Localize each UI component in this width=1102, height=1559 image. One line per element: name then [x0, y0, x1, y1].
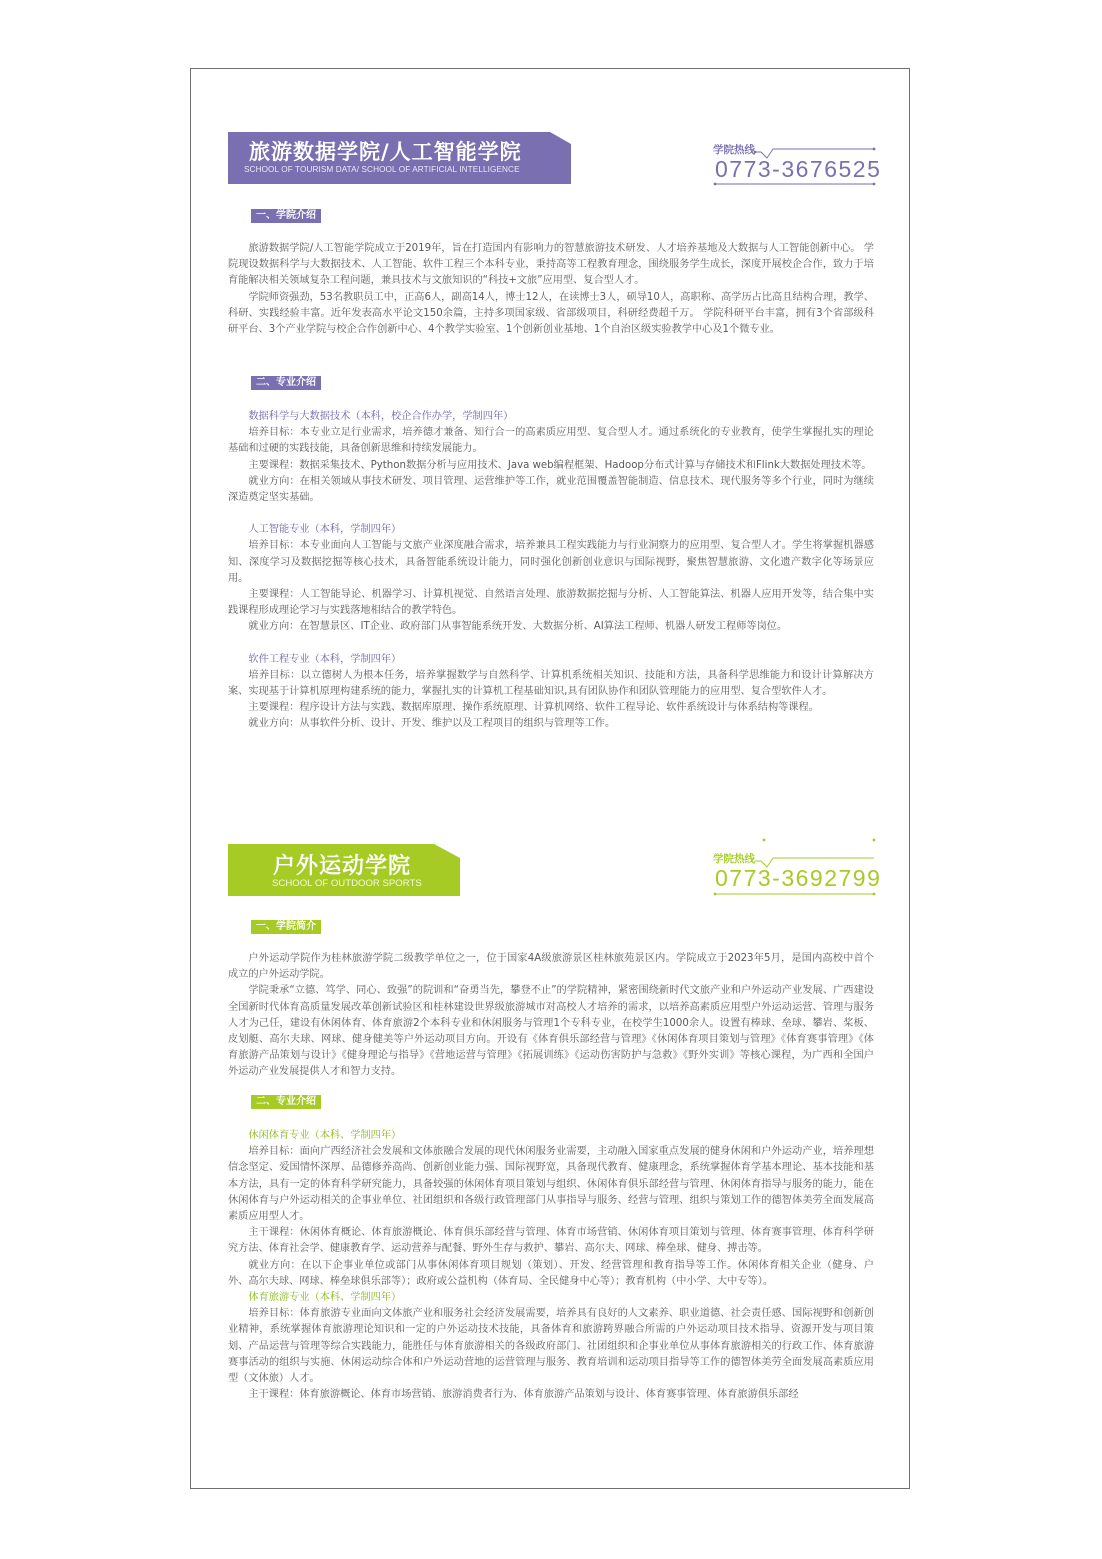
intro-paragraph: 学院秉承“立德、笃学、同心、致强”的院训和“奋勇当先，攀登不止”的学院精神，紧密围绕新时代文旅产业和户外运动产业发展、广西建设全国新时代体育高质量发展改革创新试验区和桂林建设世界级旅游城市对高校人才培养的需求，以培养高素质应用型户外运动运营、管理与服务人才为己任，建设有休闲体育、体育旅游2个本科专业和休闲服务与管理1个专科专业，在校学生1000余人。设置有棒球、垒球、攀岩、桨板、皮划艇、高尔夫球、网球、健身健美等户外运动项目方向。开设有《体育俱乐部经营与管理》《休闲体育项目策划与管理》《体育赛事管理》《体育旅游产品策划与设计》《健身理论与指导》《营地运营与管理》《拓展训练》《运动伤害防护与急救》《野外实训》等核心课程，为广西和全国户外运动产业发展提供人才和智力支持。 [228, 985, 874, 1078]
major-paragraph: 就业方向：在相关领域从事技术研发、项目管理、运营维护等工作，就业范围覆盖智能制造、信息技术、现代服务等多个行业，同时为继续深造奠定坚实基础。 [228, 475, 874, 504]
intro-paragraph: 学院师资强劲，53名教职员工中，正高6人，副高14人，博士12人，在读博士3人，硕导10人，高职称、高学历占比高且结构合理，教学、科研、实践经验丰富。近年发表高水平论文150余篇，主持多项国家级、省部级项目，科研经费超千万。 学院科研平台丰富，拥有3个省部级科研平台、3个产业学院与校企合作创新中心、4个教学实验室、1个创新创业基地、1个自治区级实验教学中心及1个微专业。 [228, 291, 874, 336]
major-title: 数据科学与大数据技术（本科，校企合作办学，学制四年） [248, 411, 514, 422]
major-paragraph: 培养目标：体育旅游专业面向文体旅产业和服务社会经济发展需要，培养具有良好的人文素养、职业道德、社会责任感、国际视野和创新创业精神，系统掌握体育旅游理论知识和一定的户外运动技术技能，具备体育和旅游跨界融合所需的户外运动项目技术指导、资源开发与项目策划、产品运营与管理等综合实践能力，能胜任与体育旅游相关的各级政府部门、社团组织和企事业单位从事体育旅游相关的行政工作、体育旅游赛事活动的组织与实施、休闲运动综合体和户外运动营地的运营管理与服务、教育培训和运动项目指导等工作的德智体美劳全面发展高素质应用型（文体旅）人才。 [228, 1308, 874, 1385]
school2-banner [228, 844, 460, 896]
school1-title: 旅游数据学院/人工智能学院 [249, 140, 522, 164]
major-title: 体育旅游专业（本科、学制四年） [248, 1292, 402, 1304]
school1-hotline-number[interactable]: 0773-3676525 [715, 156, 882, 182]
major-paragraph: 就业方向：从事软件分析、设计、开发、维护以及工程项目的组织与管理等工作。 [248, 718, 616, 730]
school1-intro-badge: 一、学院介绍 [251, 209, 321, 223]
school1-hotline-label: 学院热线 [713, 144, 755, 156]
major-block [228, 1290, 874, 1403]
major-paragraph: 就业方向：在智慧景区、IT企业、政府部门从事智能系统开发、大数据分析、AI算法工程师、机器人研发工程师等岗位。 [248, 621, 788, 633]
school2-intro-badge: 一、学院简介 [251, 920, 321, 934]
school2-majors-badge: 二、专业介绍 [251, 1095, 321, 1109]
intro-paragraph: 户外运动学院作为桂林旅游学院二级教学单位之一，位于国家4A级旅游景区桂林旅苑景区内。学院成立于2023年5月，是国内高校中首个成立的户外运动学院。 [228, 953, 874, 981]
school2-hotline-label: 学院热线 [713, 853, 755, 865]
major-paragraph: 就业方向：在以下企事业单位或部门从事休闲体育项目规划（策划）、开发、经营管理和教育指导等工作。休闲体育相关企业（健身、户外、高尔夫球、网球、棒垒球俱乐部等）；政府或公益机构（体育局、全民健身中心等）；教育机构（中小学、大中专等）。 [228, 1259, 874, 1287]
school2-hotline-number[interactable]: 0773-3692799 [715, 865, 882, 891]
major-paragraph: 培养目标：本专业面向人工智能与文旅产业深度融合需求，培养兼具工程实践能力与行业洞察力的应用型、复合型人才。学生将掌握机器感知、深度学习及数据挖掘等核心技术，具备智能系统设计能力，同时强化创新创业意识与国际视野，聚焦智慧旅游、文化遗产数字化等场景应用。 [228, 540, 874, 584]
school1-majors-text [228, 409, 874, 733]
major-paragraph: 培养目标：以立德树人为根本任务，培养掌握数学与自然科学、计算机系统相关知识、技能和方法，具备科学思维能力和设计计算解决方案、实现基于计算机原理构建系统的能力，掌握扎实的计算机工程基础知识,具有团队协作和团队管理能力的应用型、复合型软件人才。 [228, 669, 874, 698]
school1-banner [228, 132, 571, 184]
major-block [228, 409, 874, 506]
school2-subtitle: SCHOOL OF OUTDOOR SPORTS [272, 878, 422, 889]
major-block [228, 1128, 874, 1290]
major-paragraph: 主要课程：人工智能导论、机器学习、计算机视觉、自然语言处理、旅游数据挖掘与分析、人工智能算法、机器人应用开发等，结合集中实践课程形成理论学习与实践落地相结合的教学特色。 [228, 589, 874, 617]
major-paragraph: 主干课程：体育旅游概论、体育市场营销、旅游消费者行为、体育旅游产品策划与设计、体育赛事管理、体育旅游俱乐部经 [248, 1389, 799, 1401]
major-title: 休闲体育专业（本科、学制四年） [248, 1130, 402, 1141]
school2-intro-text [228, 951, 874, 1081]
school1-majors-badge: 二、专业介绍 [251, 376, 321, 390]
school1-hotline [711, 139, 881, 191]
major-paragraph: 培养目标：本专业立足行业需求，培养德才兼备、知行合一的高素质应用型、复合型人才。通过系统化的专业教育，使学生掌握扎实的理论基础和过硬的实践技能，具备创新思维和持续发展能力。 [228, 427, 874, 455]
school2-title: 户外运动学院 [273, 854, 412, 879]
major-title: 人工智能专业（本科，学制四年） [248, 524, 402, 536]
intro-paragraph: 旅游数据学院/人工智能学院成立于2019年，旨在打造国内有影响力的智慧旅游技术研发、人才培养基地及大数据与人工智能创新中心。 学院现设数据科学与大数据技术、人工智能、软件工程三个本科专业，秉持高等工程教育理念，围绕服务学生成长，深度开展校企合作，致力于培育能解决相关领域复杂工程问题，兼具技术与文旅知识的“科技+文旅”应用型、复合型人才。 [228, 243, 874, 287]
major-block [228, 522, 874, 635]
major-paragraph: 主干课程：休闲体育概论、体育旅游概论、体育俱乐部经营与管理、体育市场营销、休闲体育项目策划与管理、体育赛事管理、体育科学研究方法、体育社会学、健康教育学、运动营养与配餐、野外生存与救护、攀岩、高尔夫、网球、棒垒球、健身、搏击等。 [228, 1227, 874, 1255]
school1-subtitle: SCHOOL OF TOURISM DATA/ SCHOOL OF ARTIFICIAL INTELLIGENCE [244, 165, 520, 174]
school1-intro-text [228, 241, 874, 338]
brochure-page [190, 68, 910, 1489]
school2-hotline [711, 837, 881, 897]
major-block [228, 652, 874, 733]
major-title: 软件工程专业（本科，学制四年） [248, 653, 402, 665]
school2-majors-text [228, 1128, 874, 1403]
major-paragraph: 培养目标：面向广西经济社会发展和文体旅融合发展的现代休闲服务业需要，主动融入国家重点发展的健身休闲和户外运动产业，培养理想信念坚定、爱国情怀深厚、品德修养高尚、创新创业能力强、国际视野宽，具备现代教育、健康理念，系统掌握体育学基本理论、基本技能和基本方法，具有一定的体育科学研究能力，具备较强的休闲体育项目策划与组织、休闲体育俱乐部经营与管理、休闲体育指导与服务的能力，能在休闲体育与户外运动相关的企事业单位、社团组织和各级行政管理部门从事指导与服务、经营与管理、组织与策划工作的德智体美劳全面发展高素质应用型人才。 [228, 1146, 874, 1223]
major-paragraph: 主要课程：数据采集技术、Python数据分析与应用技术、Java web编程框架、Hadoop分布式计算与存储技术和Flink大数据处理技术等。 [248, 459, 872, 471]
major-paragraph: 主要课程：程序设计方法与实践、数据库原理、操作系统原理、计算机网络、软件工程导论、软件系统设计与体系结构等课程。 [248, 702, 819, 714]
